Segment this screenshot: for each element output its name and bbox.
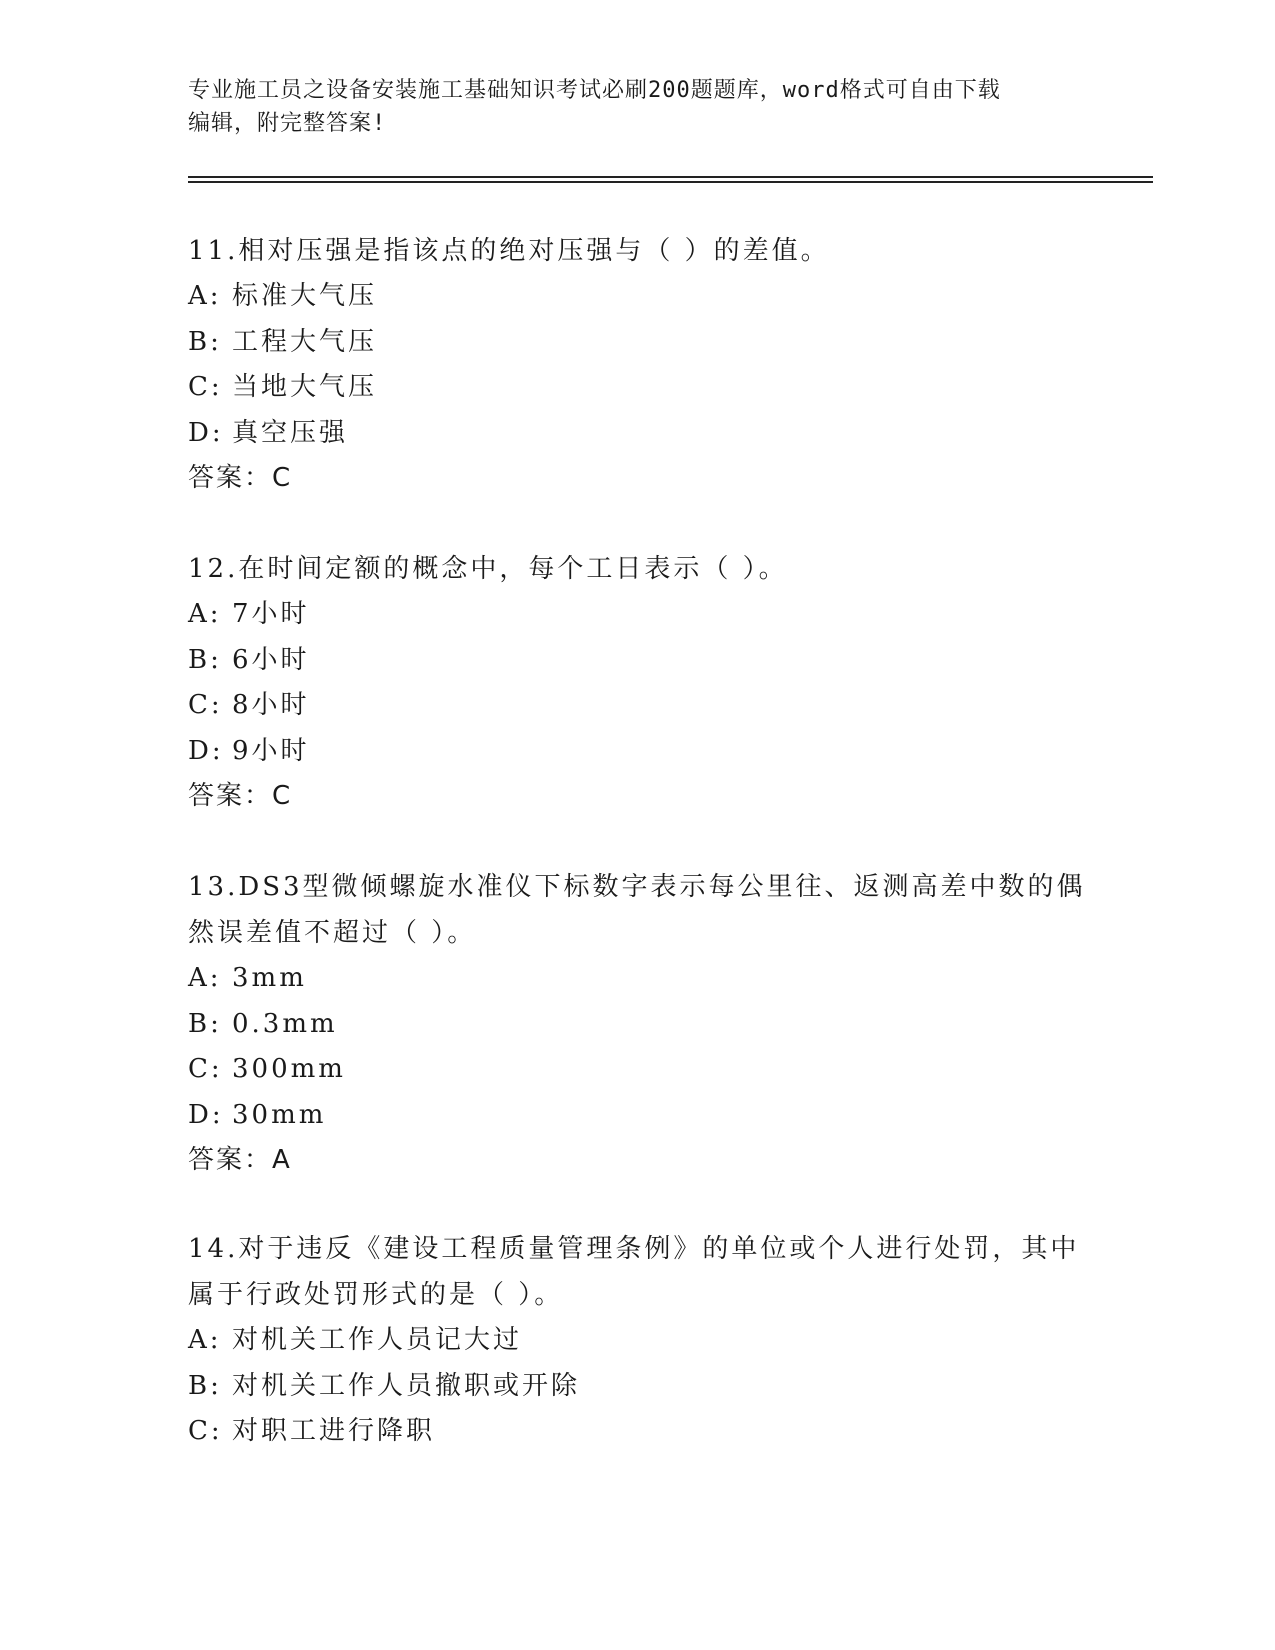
option-label: B: [188,1370,222,1401]
option-text: 8小时 [232,690,310,720]
option-d [188,1093,1088,1139]
answer: 答案：C [188,463,293,493]
question-text-continued: 属于行政处罚形式的是（ ）。 [188,1280,564,1310]
option-label: A: [188,281,222,311]
option-label: A: [188,963,222,993]
document-header [188,74,1068,140]
option-text: 9小时 [232,735,310,766]
option-text: 当地大气压 [232,372,378,402]
option-text: 3mm [232,963,307,993]
option-label: C: [188,1054,223,1084]
option-b [188,638,1088,684]
header-line-2: 编辑，附完整答案! [188,111,387,136]
option-a [188,274,1088,320]
question-11 [188,228,1088,502]
option-text: 30mm [232,1099,327,1130]
option-label: C: [188,372,223,402]
option-label: A: [188,1325,222,1355]
option-text: 工程大气压 [232,326,378,357]
question-line: 相对压强是指该点的绝对压强与（ ）的差值。 [238,236,830,266]
question-text-continued: 然误差值不超过（ ）。 [188,918,477,948]
option-a [188,592,1088,638]
option-text: 对机关工作人员撤职或开除 [232,1370,581,1401]
option-label: B: [188,644,222,675]
answer: 答案：C [188,781,293,811]
option-c [188,365,1088,411]
option-a [188,956,1088,1002]
option-label: D: [188,1099,224,1130]
option-c [188,1409,1088,1455]
question-line: 对于违反《建设工程质量管理条例》的单位或个人进行处罚，其中 [238,1234,1080,1264]
option-b [188,1364,1088,1410]
option-label: C: [188,690,223,720]
option-label: B: [188,1008,222,1039]
option-text: 300mm [232,1054,346,1084]
option-text: 真空压强 [232,417,349,448]
option-label: D: [188,735,224,766]
option-a [188,1318,1088,1364]
question-text [188,864,1088,910]
option-b [188,1002,1088,1048]
option-d [188,729,1088,775]
option-text: 标准大气压 [232,281,378,311]
question-number: 11. [188,236,239,266]
option-c [188,1047,1088,1093]
question-line: 在时间定额的概念中，每个工日表示（ ）。 [238,554,788,584]
question-text [188,1226,1088,1272]
option-text: 对机关工作人员记大过 [232,1325,523,1355]
option-label: A: [188,599,222,629]
question-13 [188,864,1088,1184]
question-text [188,546,1088,592]
option-label: D: [188,417,224,448]
question-14 [188,1226,1088,1455]
header-rule-top [188,176,1153,178]
header-rule-bottom [188,181,1153,183]
question-line: DS3型微倾螺旋水准仪下标数字表示每公里往、返测高差中数的偶 [238,872,1086,902]
option-b [188,320,1088,366]
option-text: 对职工进行降职 [232,1416,436,1446]
option-text: 7小时 [232,599,310,629]
question-number: 14. [188,1234,239,1264]
option-d [188,411,1088,457]
option-c [188,683,1088,729]
question-text [188,228,1088,274]
option-label: B: [188,326,222,357]
option-text: 0.3mm [232,1008,338,1039]
question-number: 13. [188,872,239,902]
question-12 [188,546,1088,820]
question-number: 12. [188,554,239,584]
answer: 答案：A [188,1145,292,1175]
header-line-1: 专业施工员之设备安装施工基础知识考试必刷200题题库，word格式可自由下载 [188,78,1001,103]
option-label: C: [188,1416,223,1446]
option-text: 6小时 [232,644,310,675]
